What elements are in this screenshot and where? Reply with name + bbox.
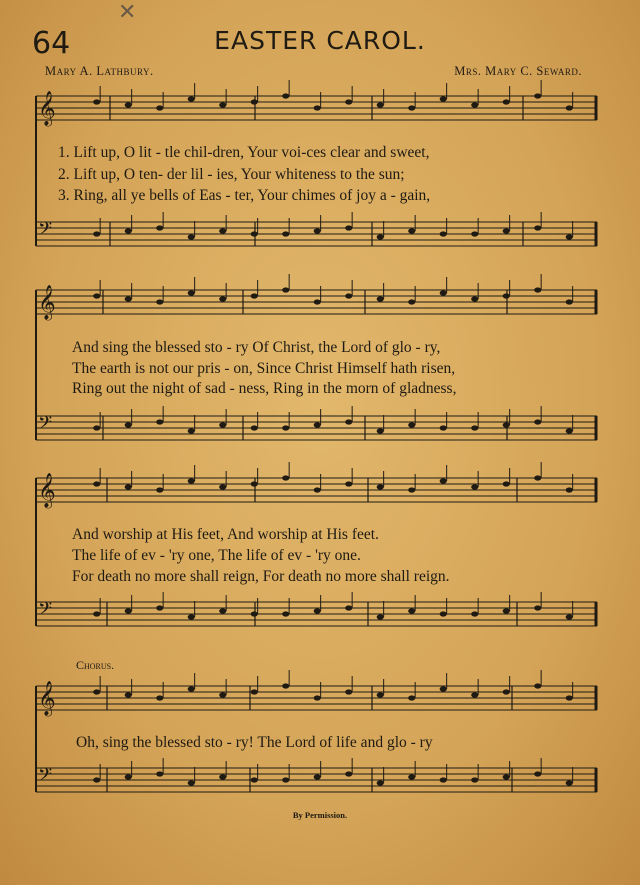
- note-head: [440, 478, 447, 483]
- note-head: [408, 608, 415, 613]
- note-head: [408, 695, 415, 700]
- note-head: [282, 425, 289, 430]
- note-head: [125, 484, 132, 489]
- note-head: [440, 231, 447, 236]
- note-head: [251, 425, 258, 430]
- hymn-title: EASTER CAROL.: [214, 26, 426, 55]
- note-head: [314, 299, 321, 304]
- composer-credit: Mrs. Mary C. Seward.: [454, 64, 582, 78]
- note-head: [314, 608, 321, 613]
- note-head: [408, 774, 415, 779]
- note-head: [219, 484, 226, 489]
- note-head: [345, 605, 352, 610]
- note-head: [251, 231, 258, 236]
- note-head: [219, 774, 226, 779]
- note-head: [377, 484, 384, 489]
- note-head: [566, 428, 573, 433]
- note-head: [471, 296, 478, 301]
- note-head: [93, 481, 100, 486]
- note-head: [503, 99, 510, 104]
- note-head: [188, 478, 195, 483]
- note-head: [93, 689, 100, 694]
- note-head: [251, 481, 258, 486]
- note-head: [440, 611, 447, 616]
- treble-clef: 𝄞: [38, 473, 56, 508]
- note-head: [534, 225, 541, 230]
- note-head: [377, 692, 384, 697]
- bass-clef: 𝄢: [38, 413, 53, 438]
- note-head: [314, 774, 321, 779]
- note-head: [219, 228, 226, 233]
- note-head: [503, 422, 510, 427]
- note-head: [471, 777, 478, 782]
- note-head: [345, 225, 352, 230]
- note-head: [314, 695, 321, 700]
- note-head: [408, 487, 415, 492]
- note-head: [345, 99, 352, 104]
- note-head: [188, 428, 195, 433]
- note-head: [471, 692, 478, 697]
- note-head: [503, 228, 510, 233]
- note-head: [314, 105, 321, 110]
- note-head: [156, 605, 163, 610]
- note-head: [566, 695, 573, 700]
- bass-clef: 𝄢: [38, 219, 53, 244]
- note-head: [440, 96, 447, 101]
- lyric-line: The life of ev - 'ry one, The life of ev - 'ry one.: [72, 547, 361, 564]
- note-head: [219, 102, 226, 107]
- note-head: [471, 102, 478, 107]
- note-head: [440, 290, 447, 295]
- note-head: [534, 683, 541, 688]
- note-head: [156, 695, 163, 700]
- note-head: [125, 608, 132, 613]
- note-head: [282, 93, 289, 98]
- note-head: [503, 689, 510, 694]
- note-head: [408, 422, 415, 427]
- lyric-line: And sing the blessed sto - ry Of Christ, the Lord of glo - ry,: [72, 339, 441, 356]
- author-credit: Mary A. Lathbury.: [45, 64, 154, 78]
- note-head: [314, 228, 321, 233]
- note-head: [440, 686, 447, 691]
- lyric-line: 2. Lift up, O ten- der lil - ies, Your whiteness to the sun;: [58, 166, 405, 183]
- note-head: [93, 293, 100, 298]
- note-head: [503, 608, 510, 613]
- note-head: [282, 611, 289, 616]
- note-head: [345, 771, 352, 776]
- note-head: [345, 293, 352, 298]
- note-head: [93, 611, 100, 616]
- note-head: [93, 99, 100, 104]
- note-head: [440, 777, 447, 782]
- note-head: [377, 296, 384, 301]
- lyric-line: And worship at His feet, And worship at His feet.: [72, 526, 379, 543]
- lyric-line: For death no more shall reign, For death no more shall reign.: [72, 568, 450, 585]
- note-head: [534, 475, 541, 480]
- note-head: [125, 296, 132, 301]
- note-head: [377, 614, 384, 619]
- note-head: [282, 777, 289, 782]
- note-head: [282, 683, 289, 688]
- note-head: [188, 234, 195, 239]
- note-head: [534, 605, 541, 610]
- note-head: [188, 290, 195, 295]
- note-head: [408, 228, 415, 233]
- note-head: [251, 99, 258, 104]
- note-head: [534, 287, 541, 292]
- note-head: [471, 484, 478, 489]
- note-head: [219, 422, 226, 427]
- note-head: [314, 422, 321, 427]
- note-head: [566, 105, 573, 110]
- lyric-line: 3. Ring, all ye bells of Eas - ter, Your chimes of joy a - gain,: [58, 187, 431, 204]
- note-head: [125, 102, 132, 107]
- bass-clef: 𝄢: [38, 599, 53, 624]
- note-head: [251, 777, 258, 782]
- treble-clef: 𝄞: [38, 285, 56, 320]
- note-head: [534, 419, 541, 424]
- note-head: [408, 105, 415, 110]
- note-head: [188, 96, 195, 101]
- note-head: [566, 487, 573, 492]
- note-head: [345, 419, 352, 424]
- note-head: [282, 287, 289, 292]
- note-head: [377, 102, 384, 107]
- note-head: [93, 425, 100, 430]
- note-head: [282, 231, 289, 236]
- note-head: [534, 93, 541, 98]
- note-head: [566, 780, 573, 785]
- lyric-line: Oh, sing the blessed sto - ry! The Lord of life and glo - ry: [76, 734, 433, 751]
- note-head: [219, 296, 226, 301]
- note-head: [156, 771, 163, 776]
- note-head: [125, 774, 132, 779]
- note-head: [503, 774, 510, 779]
- note-head: [156, 299, 163, 304]
- note-head: [440, 425, 447, 430]
- note-head: [566, 234, 573, 239]
- note-head: [503, 481, 510, 486]
- lyric-line: 1. Lift up, O lit - tle chil-dren, Your voi-ces clear and sweet,: [58, 144, 430, 161]
- note-head: [93, 231, 100, 236]
- note-head: [251, 293, 258, 298]
- note-head: [251, 611, 258, 616]
- note-head: [251, 689, 258, 694]
- chorus-label: Chorus.: [76, 658, 115, 672]
- note-head: [345, 481, 352, 486]
- note-head: [566, 299, 573, 304]
- note-head: [503, 293, 510, 298]
- pencil-mark: ✕: [118, 0, 137, 25]
- note-head: [377, 234, 384, 239]
- note-head: [156, 225, 163, 230]
- lyric-line: The earth is not our pris - on, Since Christ Himself hath risen,: [72, 360, 456, 377]
- note-head: [125, 228, 132, 233]
- note-head: [156, 419, 163, 424]
- note-head: [219, 608, 226, 613]
- bass-clef: 𝄢: [38, 765, 53, 790]
- note-head: [93, 777, 100, 782]
- note-head: [377, 780, 384, 785]
- permission-note: By Permission.: [292, 810, 348, 820]
- note-head: [156, 487, 163, 492]
- note-head: [188, 686, 195, 691]
- note-head: [282, 475, 289, 480]
- note-head: [377, 428, 384, 433]
- note-head: [125, 422, 132, 427]
- note-head: [566, 614, 573, 619]
- note-head: [188, 614, 195, 619]
- note-head: [314, 487, 321, 492]
- page-number: 64: [32, 26, 71, 61]
- note-head: [471, 611, 478, 616]
- note-head: [471, 231, 478, 236]
- note-head: [125, 692, 132, 697]
- note-head: [156, 105, 163, 110]
- note-head: [408, 299, 415, 304]
- note-head: [188, 780, 195, 785]
- note-head: [219, 692, 226, 697]
- lyric-line: Ring out the night of sad - ness, Ring in the morn of gladness,: [72, 380, 457, 397]
- treble-clef: 𝄞: [38, 91, 56, 126]
- note-head: [345, 689, 352, 694]
- note-head: [471, 425, 478, 430]
- note-head: [534, 771, 541, 776]
- treble-clef: 𝄞: [38, 681, 56, 716]
